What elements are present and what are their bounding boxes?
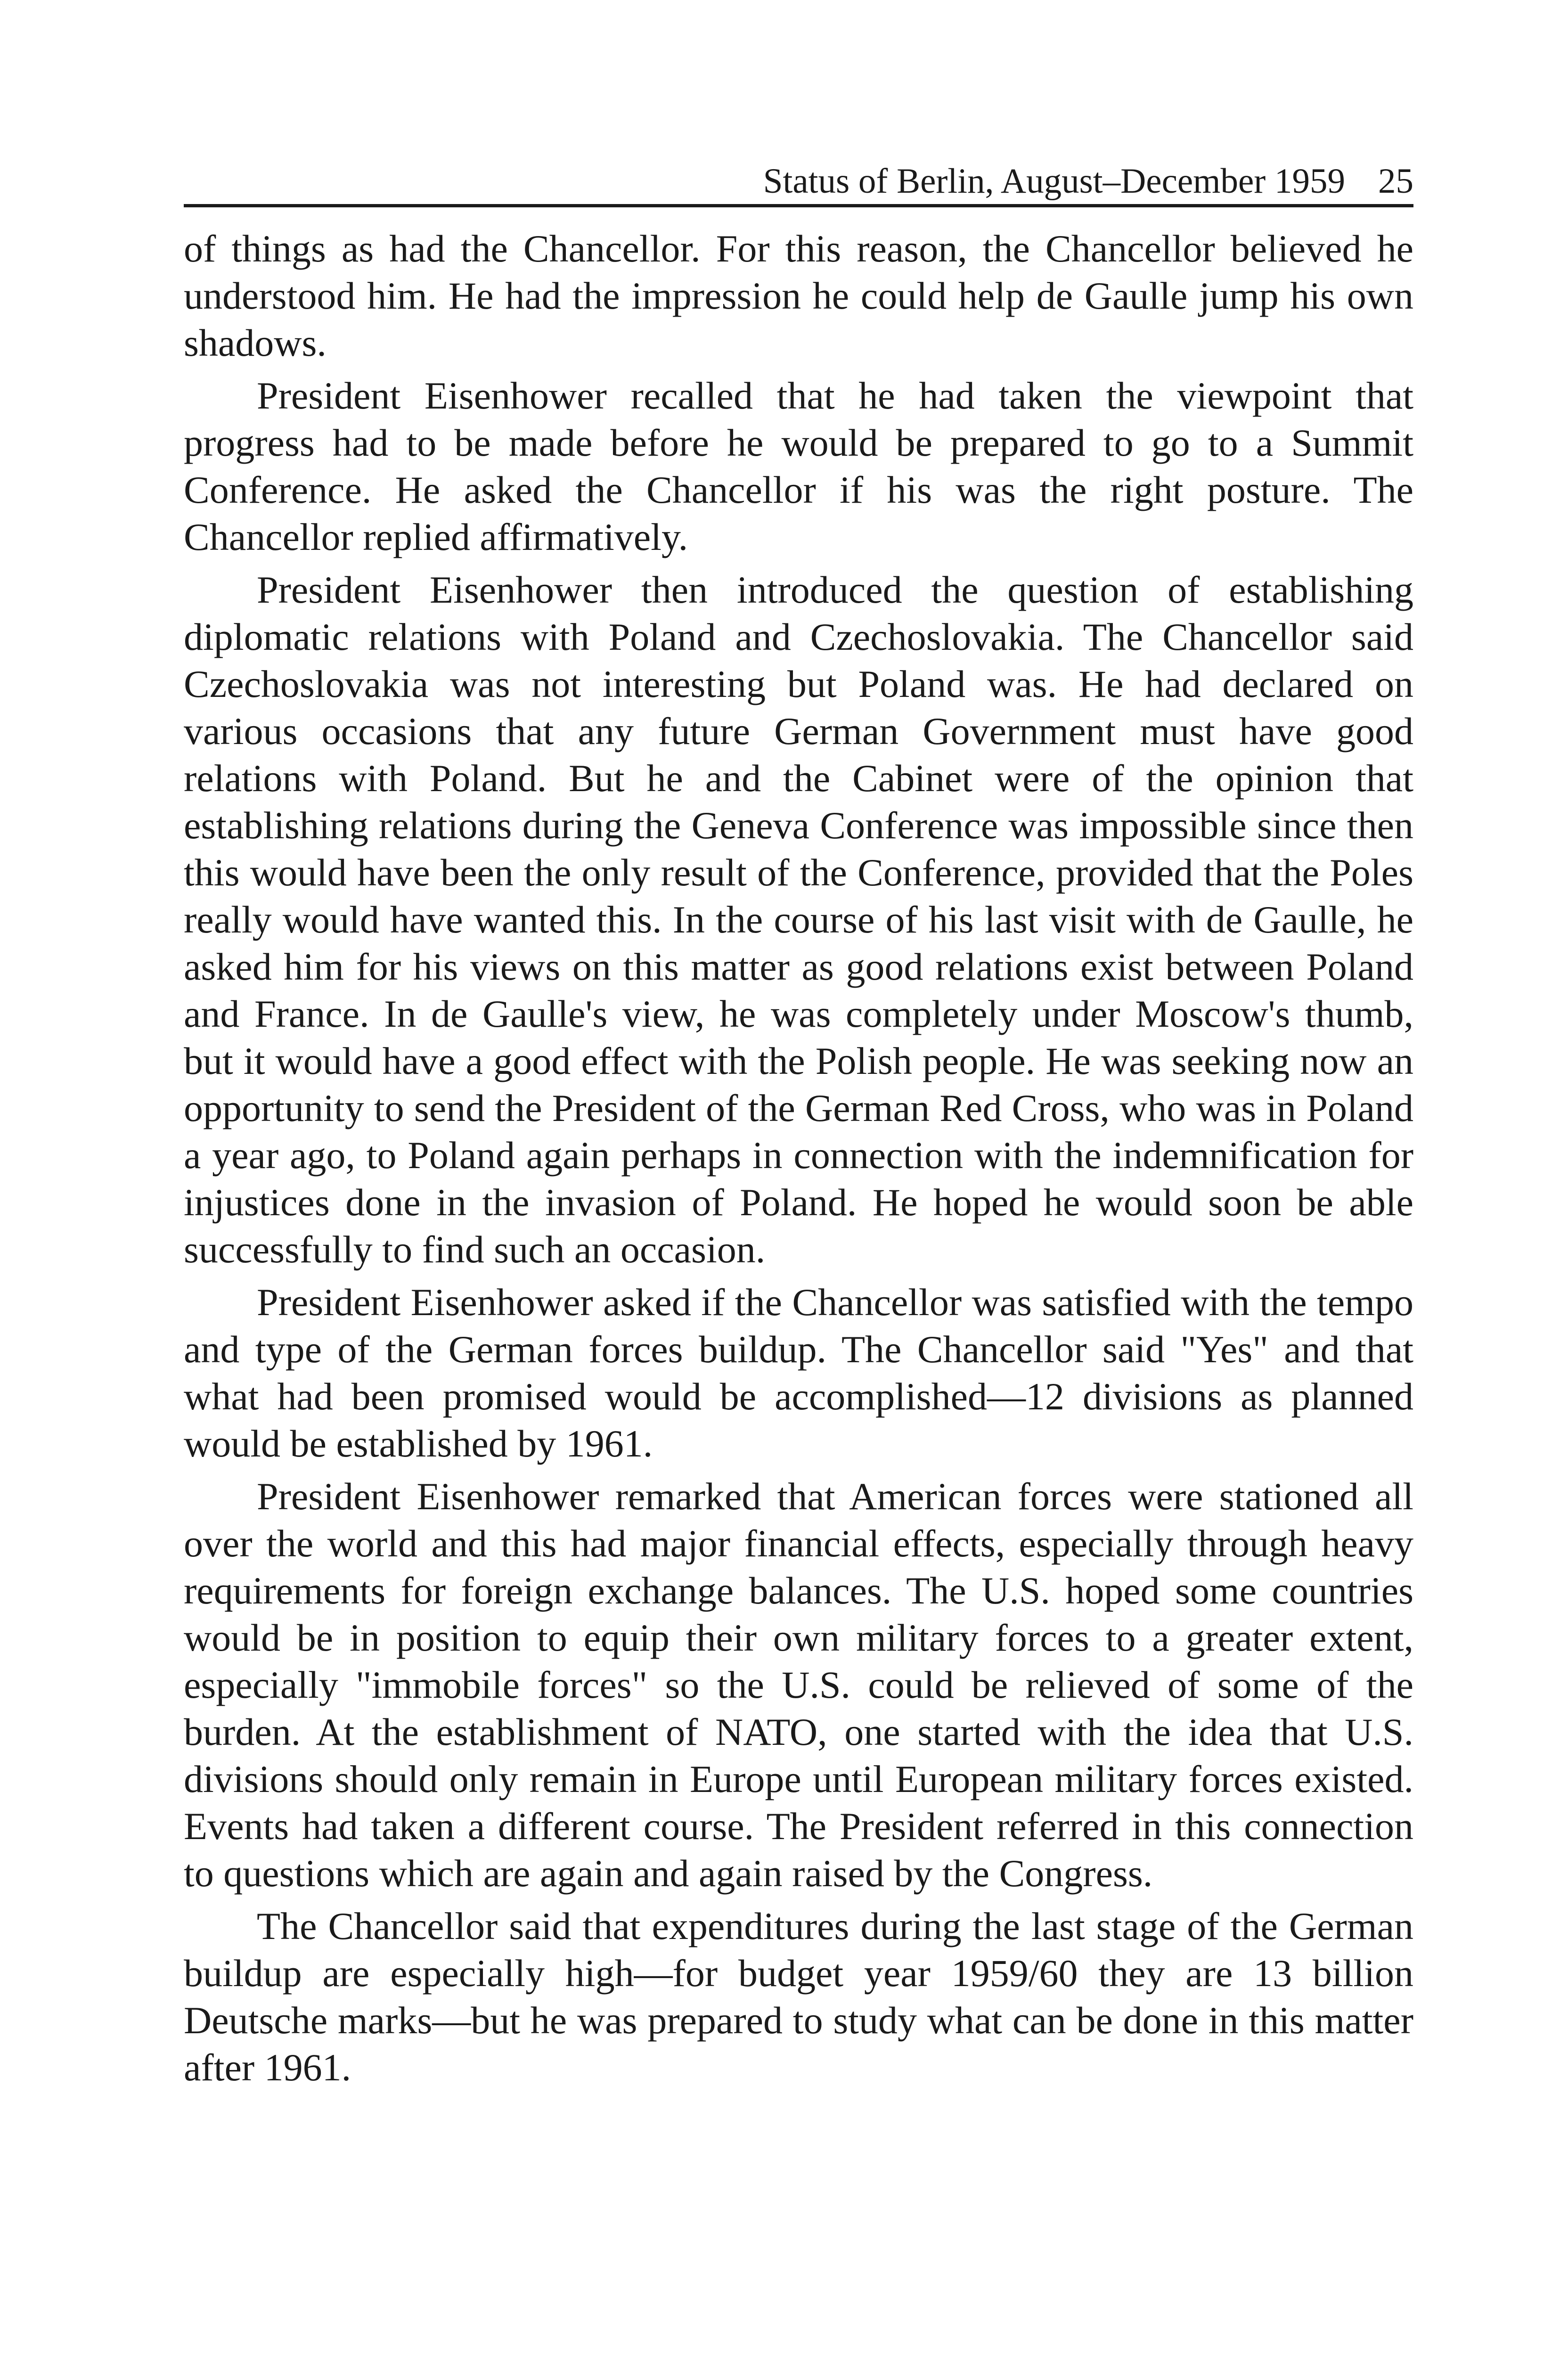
running-head: [184, 160, 1413, 207]
body-text: [184, 225, 1413, 2091]
paragraph: President Eisenhower remarked that American forces were stationed all over the world and this had major financial effects, especially through heavy requirements for foreign exchange balances. The U.S. hoped some countries would be in position to equip their own military forces to a greater extent, especially "immobile forces" so the U.S. could be relieved of some of the burden. At the establishment of NATO, one started with the idea that U.S. divisions should only remain in Europe until European military forces existed. Events had taken a different course. The President referred in this connection to questions which are again and again raised by the Congress.: [184, 1475, 1413, 1895]
paragraph-continued: of things as had the Chancellor. For this reason, the Chancellor believed he understood him. He had the impression he could help de Gaulle jump his own shadows.: [184, 227, 1413, 364]
running-title: Status of Berlin, August–December 1959: [763, 162, 1345, 201]
page-number: 25: [1378, 162, 1413, 201]
paragraph: President Eisenhower asked if the Chancellor was satisfied with the tempo and type of the German forces buildup. The Chancellor said "Yes" and that what had been promised would be accomplished—12 divisions as planned would be established by 1961.: [184, 1281, 1413, 1465]
paragraph: President Eisenhower then introduced the question of establishing diplomatic relations with Poland and Czechoslovakia. The Chancellor said Czechoslovakia was not interesting but Poland was. He had declared on various occasions that any future German Government must have good relations with Poland. But he and the Cabinet were of the opinion that establishing relations during the Geneva Conference was impossible since then this would have been the only result of the Conference, provided that the Poles really would have wanted this. In the course of his last visit with de Gaulle, he asked him for his views on this matter as good relations exist between Poland and France. In de Gaulle's view, he was completely under Moscow's thumb, but it would have a good effect with the Polish people. He was seeking now an opportunity to send the President of the German Red Cross, who was in Poland a year ago, to Poland again perhaps in connection with the indemnification for injustices done in the invasion of Poland. He hoped he would soon be able successfully to find such an occasion.: [184, 568, 1413, 1271]
document-page: [184, 160, 1413, 2091]
paragraph: President Eisenhower recalled that he had taken the viewpoint that progress had to be made before he would be prepared to go to a Summit Conference. He asked the Chancellor if his was the right posture. The Chancellor replied affirmatively.: [184, 374, 1413, 558]
paragraph: The Chancellor said that expenditures during the last stage of the German buildup are especially high—for budget year 1959/60 they are 13 billion Deutsche marks—but he was prepared to study what can be done in this matter after 1961.: [184, 1905, 1413, 2089]
